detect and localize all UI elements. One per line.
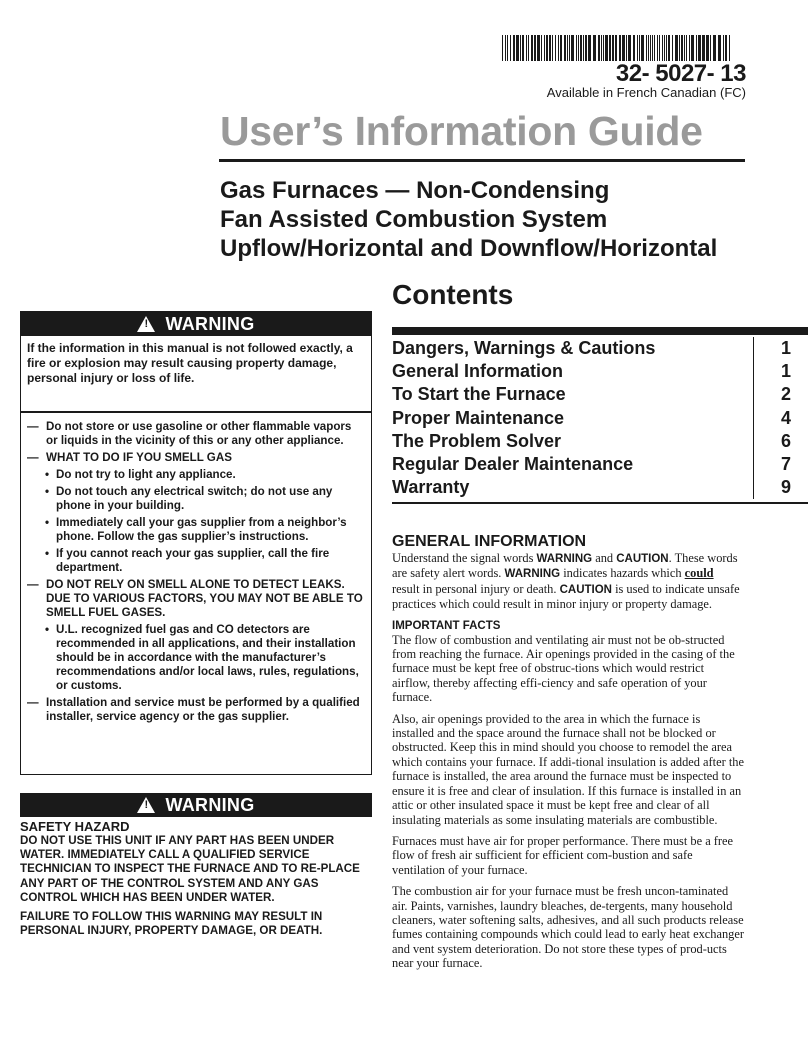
barcode-bar [558, 35, 559, 61]
barcode-bar [681, 35, 683, 61]
barcode-bar [583, 35, 584, 61]
warning-subitem: • Immediately call your gas supplier from a neighbor’s phone. Follow the gas supplier’s instructions. [45, 515, 347, 543]
section-heading: GENERAL INFORMATION [392, 533, 587, 550]
barcode-bar [619, 35, 621, 61]
barcode-bar [710, 35, 711, 61]
warning-item: — WHAT TO DO IF YOU SMELL GAS [27, 450, 232, 464]
warning-list [21, 413, 371, 724]
barcode-bar [706, 35, 709, 61]
barcode-bar [593, 35, 596, 61]
document-number: 32- 5027- 13 [615, 60, 746, 87]
barcode-bar [555, 35, 556, 61]
barcode-bar [686, 35, 687, 61]
contents-list [392, 337, 808, 499]
barcode-bar [664, 35, 665, 61]
barcode-bar [605, 35, 608, 61]
barcode-bar [654, 35, 655, 61]
barcode-bar [637, 35, 638, 61]
barcode-bar [522, 35, 524, 61]
warning-heading: WARNING [165, 313, 255, 334]
hazard-consequence: FAILURE TO FOLLOW THIS WARNING MAY RESULT IN PERSONAL INJURY, PROPERTY DAMAGE, OR DEATH. [20, 910, 323, 938]
subtitle-line: Gas Furnaces — Non-Condensing [220, 177, 610, 204]
warning-intro: If the information in this manual is not followed exactly, a fire or explosion may result causing property damage, personal injury or loss of life. [27, 341, 353, 385]
warning-item: — DO NOT RELY ON SMELL ALONE TO DETECT LEAKS. DUE TO VARIOUS FACTORS, YOU MAY NOT BE ABLE TO SMELL FUEL GASES. [27, 577, 363, 619]
title-rule [219, 159, 745, 162]
barcode-bar [560, 35, 562, 61]
subsection-heading: IMPORTANT FACTS [392, 619, 501, 632]
contents-entry[interactable]: General Information 1 [392, 360, 808, 383]
warning-header [21, 312, 371, 336]
barcode-bar [502, 35, 503, 61]
warning-header [20, 793, 372, 817]
contents-title: Contents [392, 279, 514, 310]
barcode [502, 35, 734, 61]
barcode-bar [534, 35, 536, 61]
barcode-bar [528, 35, 529, 61]
barcode-bar [652, 35, 653, 61]
warning-subitem: • Do not try to light any appliance. [45, 467, 236, 481]
barcode-bar [603, 35, 604, 61]
barcode-bar [729, 35, 730, 61]
contents-entry[interactable]: The Problem Solver 6 [392, 430, 808, 453]
barcode-bar [510, 35, 511, 61]
general-information [392, 533, 744, 978]
barcode-bar [580, 35, 582, 61]
barcode-bar [668, 35, 670, 61]
barcode-bar [609, 35, 611, 61]
barcode-bar [537, 35, 540, 61]
barcode-bar [520, 35, 521, 61]
barcode-bar [725, 35, 727, 61]
barcode-bar [601, 35, 602, 61]
barcode-bar [713, 35, 716, 61]
warning-heading: WARNING [165, 794, 255, 815]
barcode-bar [549, 35, 551, 61]
barcode-bar [615, 35, 617, 61]
contents-entry[interactable]: Regular Dealer Maintenance 7 [392, 453, 808, 476]
warning-box-water [20, 793, 372, 943]
contents-bottom-rule [392, 502, 808, 504]
barcode-bar [546, 35, 548, 61]
barcode-bar [691, 35, 694, 61]
paragraph: The flow of combustion and ventilating air must not be ob-structed from reaching the furnace. Air openings provided in the casing of the furnace must be kept free of obstruc-tions which would restrict airflow, thereby affecting effi-ciency and safe operation of your furnace. [392, 632, 735, 705]
contents-rule [392, 327, 808, 335]
warning-box-gas [20, 311, 372, 775]
barcode-bar [531, 35, 533, 61]
barcode-bar [569, 35, 570, 61]
paragraph: Furnaces must have air for proper performance. There must be a free flow of fresh air sufficient for efficient com-bustion and safe ventilation of your furnace. [392, 833, 734, 877]
subtitle-line: Upflow/Horizontal and Downflow/Horizontal [220, 235, 718, 262]
barcode-bar [578, 35, 579, 61]
paragraph: Also, air openings provided to the area in which the furnace is installed and the space around the furnace shall not be blocked or obstructed. Keep this in mind should you choose to remodel the area which contains your furnace. If addi-tional insulation is added after the furnace is installed, the area around the furnace must be inspected to ensure it is free and clear of insulation. If this furnace is installed in an attic or other insulated space it must be kept free and clear of all insulating materials as some insulating materials are combustible. [392, 711, 744, 827]
barcode-bar [516, 35, 519, 61]
barcode-bar [541, 35, 542, 61]
barcode-bar [662, 35, 663, 61]
barcode-bar [723, 35, 724, 61]
subtitle [220, 176, 717, 263]
contents-entry[interactable]: Dangers, Warnings & Cautions 1 [392, 337, 808, 360]
barcode-bar [659, 35, 660, 61]
barcode-bar [650, 35, 651, 61]
barcode-bar [626, 35, 627, 61]
warning-item: — Installation and service must be performed by a qualified installer, service agency or the gas supplier. [27, 695, 360, 723]
barcode-bar [633, 35, 635, 61]
barcode-bar [657, 35, 658, 61]
barcode-bar [564, 35, 566, 61]
barcode-bar [544, 35, 545, 61]
barcode-bar [571, 35, 574, 61]
signal-words-paragraph: Understand the signal words WARNING and CAUTION. These words are safety alert words. WARNING indicates hazards which could result in personal injury or death. CAUTION is used to indicate unsafe practices which could result in minor injury or property damage. [392, 551, 740, 612]
barcode-bar [507, 35, 508, 61]
barcode-bar [646, 35, 647, 61]
warning-subitem: • U.L. recognized fuel gas and CO detectors are recommended in all applications, and their installation should be in accordance with the manufacturer’s recommendations and/or local laws, rules, regulations, or customs. [45, 622, 359, 692]
barcode-bar [648, 35, 649, 61]
barcode-bar [639, 35, 640, 61]
barcode-bar [675, 35, 678, 61]
barcode-bar [598, 35, 600, 61]
barcode-bar [628, 35, 631, 61]
warning-triangle-icon: ! [137, 797, 155, 813]
contents-entry[interactable]: To Start the Furnace 2 [392, 383, 808, 406]
contents-entry[interactable]: Warranty 9 [392, 476, 808, 499]
barcode-bar [526, 35, 527, 61]
barcode-bar [696, 35, 697, 61]
barcode-bar [585, 35, 587, 61]
barcode-bar [679, 35, 680, 61]
hazard-text: DO NOT USE THIS UNIT IF ANY PART HAS BEEN UNDER WATER. IMMEDIATELY CALL A QUALIFIED SERVICE TECHNICIAN TO INSPECT THE FURNACE AND TO RE-PLACE ANY PART OF THE CONTROL SYSTEM AND ANY GAS CONTROL WHICH HAS BEEN UNDER WATER. [20, 834, 360, 904]
page-title: User’s Information Guide [220, 108, 703, 154]
barcode-bar [505, 35, 506, 61]
barcode-bar [588, 35, 591, 61]
barcode-bar [698, 35, 701, 61]
barcode-bar [666, 35, 667, 61]
barcode-bar [576, 35, 577, 61]
hazard-title: SAFETY HAZARD [20, 819, 130, 834]
warning-item: — Do not store or use gasoline or other flammable vapors or liquids in the vicinity of this or any other appliance. [27, 419, 352, 447]
barcode-bar [567, 35, 568, 61]
barcode-bar [552, 35, 553, 61]
french-availability-note: Available in French Canadian (FC) [546, 85, 746, 100]
barcode-bar [612, 35, 614, 61]
barcode-bar [702, 35, 705, 61]
barcode-bar [622, 35, 625, 61]
warning-subitem: • If you cannot reach your gas supplier, call the fire department. [45, 546, 330, 574]
barcode-bar [672, 35, 673, 61]
barcode-bar [689, 35, 690, 61]
barcode-bar [641, 35, 644, 61]
warning-subitem: • Do not touch any electrical switch; do not use any phone in your building. [45, 484, 333, 512]
warning-triangle-icon: ! [137, 316, 155, 332]
barcode-bar [718, 35, 721, 61]
barcode-bar [684, 35, 685, 61]
subtitle-line: Fan Assisted Combustion System [220, 206, 608, 233]
barcode-bar [513, 35, 515, 61]
contents-entry[interactable]: Proper Maintenance 4 [392, 407, 808, 430]
paragraph: The combustion air for your furnace must be fresh uncon-taminated air. Paints, varnishes, laundry bleaches, de-tergents, many household cleaners, water softening salts, adhesives, and all such products release fumes containing compounds which could lead to early heat exchanger and vent system deterioration. Do not store these types of prod-ucts near your furnace. [392, 884, 744, 971]
